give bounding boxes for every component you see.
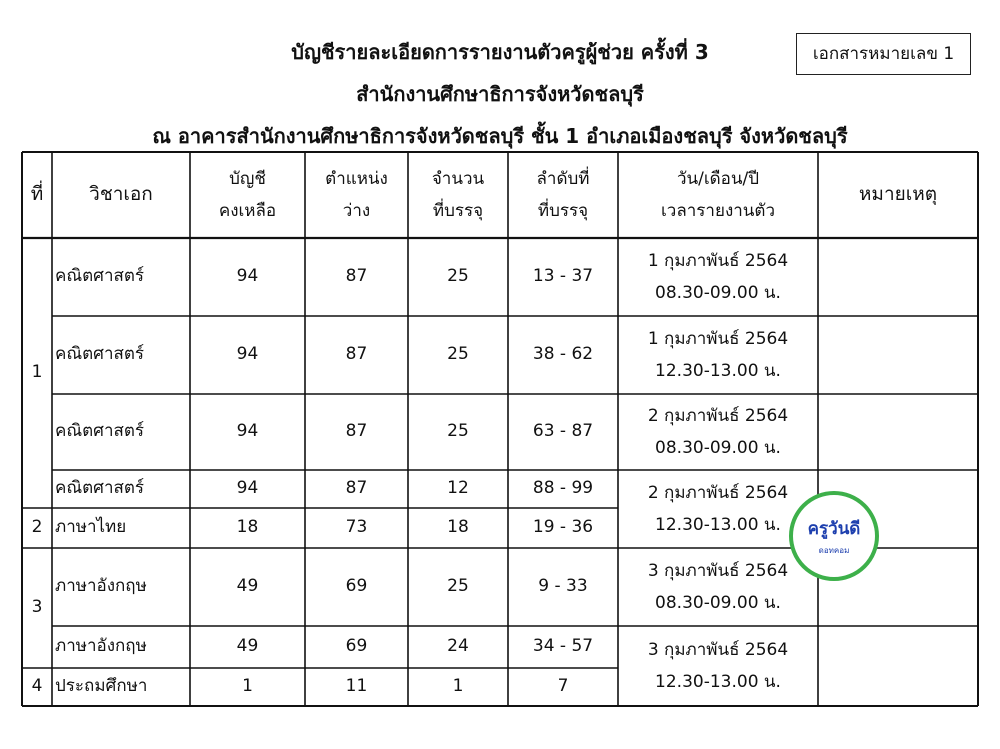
header-vacant-line2: ว่าง [342, 201, 371, 221]
group-number: 3 [31, 597, 43, 618]
header-rank-line1: ลำดับที่ [536, 168, 590, 189]
row-rank: 34 - 57 [532, 636, 594, 657]
header-subject: วิชาเอก [89, 183, 153, 206]
row-subject: คณิตศาสตร์ [55, 344, 145, 365]
row-rank: 88 - 99 [532, 478, 594, 499]
session-date-time [618, 238, 818, 316]
row-rank: 38 - 62 [532, 344, 594, 365]
row-rank: 19 - 36 [532, 517, 594, 538]
group-number: 4 [31, 676, 43, 697]
row-vacant: 87 [345, 421, 368, 442]
group-number: 2 [31, 517, 43, 538]
row-vacant: 87 [345, 266, 368, 287]
session-time: 08.30-09.00 น. [655, 438, 781, 458]
session-date: 3 กุมภาพันธ์ 2564 [647, 560, 789, 581]
header-rank-line2: ที่บรรจุ [537, 201, 589, 221]
row-remain: 94 [236, 478, 259, 499]
row-count: 25 [447, 576, 469, 597]
row-count: 25 [447, 344, 469, 365]
row-subject: คณิตศาสตร์ [55, 421, 145, 442]
session-date-time [618, 548, 818, 626]
session-date: 3 กุมภาพันธ์ 2564 [647, 639, 789, 660]
row-subject: ประถมศึกษา [55, 676, 148, 697]
row-subject: ภาษาอังกฤษ [55, 636, 147, 657]
row-rank: 9 - 33 [538, 576, 588, 597]
row-vacant: 73 [345, 517, 368, 538]
header-remaining-line1: บัญชี [229, 168, 266, 189]
row-vacant: 69 [345, 636, 368, 657]
header-remaining-line2: คงเหลือ [218, 201, 277, 221]
header-count-line2: ที่บรรจุ [432, 201, 484, 221]
row-vacant: 69 [345, 576, 368, 597]
header-date-time-line1: วัน/เดือน/ปี [676, 168, 760, 189]
session-date-time [618, 394, 818, 470]
session-time: 12.30-13.00 น. [655, 361, 781, 381]
row-subject: คณิตศาสตร์ [55, 266, 145, 287]
row-count: 24 [447, 636, 469, 657]
header-count-line1: จำนวน [431, 168, 485, 189]
header-rank [508, 152, 618, 238]
document-number-box: เอกสารหมายเลข 1 [796, 33, 971, 75]
session-time: 12.30-13.00 น. [655, 515, 781, 535]
document-title: บัญชีรายละเอียดการรายงานตัวครูผู้ช่วย ครั้งที่ 3 [291, 40, 709, 64]
row-count: 18 [447, 517, 469, 538]
row-subject: ภาษาอังกฤษ [55, 576, 147, 597]
location-line: ณ อาคารสำนักงานศึกษาธิการจังหวัดชลบุรี ชั้น 1 อำเภอเมืองชลบุรี จังหวัดชลบุรี [152, 124, 848, 148]
row-count: 1 [452, 676, 464, 697]
row-vacant: 87 [345, 344, 368, 365]
header-vacant [305, 152, 408, 238]
session-date: 2 กุมภาพันธ์ 2564 [647, 482, 789, 503]
session-time: 08.30-09.00 น. [655, 593, 781, 613]
row-remain: 94 [236, 421, 259, 442]
session-time: 12.30-13.00 น. [655, 672, 781, 692]
row-remain: 1 [242, 676, 253, 697]
header-no: ที่ [30, 183, 44, 206]
header-vacant-line1: ตำแหน่ง [325, 168, 388, 189]
header-date-time [618, 152, 818, 238]
session-date-time [618, 470, 818, 548]
header-note: หมายเหตุ [858, 183, 938, 206]
row-vacant: 11 [345, 676, 368, 697]
group-number: 1 [31, 362, 43, 383]
header-remaining [190, 152, 305, 238]
row-count: 25 [447, 266, 469, 287]
header-count [408, 152, 508, 238]
row-remain: 49 [236, 576, 259, 597]
row-remain: 94 [236, 266, 259, 287]
logo-subtext: ดอทคอม [818, 546, 850, 555]
row-subject: คณิตศาสตร์ [55, 478, 145, 499]
row-count: 12 [447, 478, 469, 499]
session-date: 1 กุมภาพันธ์ 2564 [647, 250, 789, 271]
row-rank: 63 - 87 [532, 421, 594, 442]
session-date: 1 กุมภาพันธ์ 2564 [647, 328, 789, 349]
row-remain: 18 [236, 517, 259, 538]
session-date-time [618, 626, 818, 706]
office-name: สำนักงานศึกษาธิการจังหวัดชลบุรี [356, 82, 644, 106]
row-vacant: 87 [345, 478, 368, 499]
row-remain: 49 [236, 636, 259, 657]
row-rank: 13 - 37 [532, 266, 594, 287]
header-date-time-line2: เวลารายงานตัว [660, 201, 775, 221]
row-rank: 7 [557, 676, 569, 697]
watermark-logo [789, 491, 879, 581]
row-subject: ภาษาไทย [55, 517, 127, 538]
row-count: 25 [447, 421, 469, 442]
row-remain: 94 [236, 344, 259, 365]
logo-text: ครูวันดี [807, 519, 861, 539]
session-time: 08.30-09.00 น. [655, 283, 781, 303]
session-date-time [618, 316, 818, 394]
session-date: 2 กุมภาพันธ์ 2564 [647, 405, 789, 426]
